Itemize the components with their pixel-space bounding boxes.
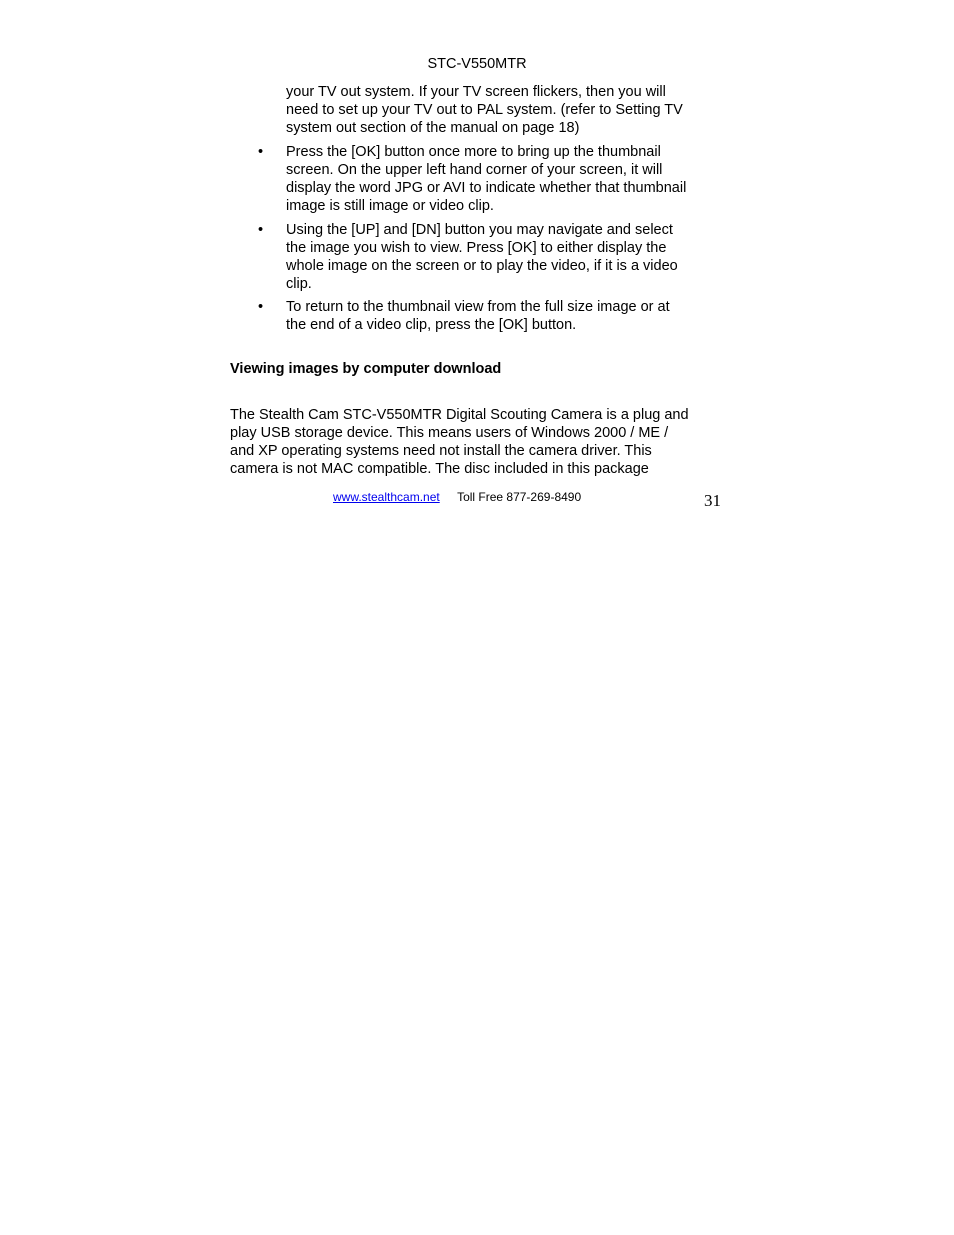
text-line: whole image on the screen or to play the video, if it is a video (286, 257, 678, 274)
text-line: image is still image or video clip. (286, 198, 494, 214)
text-line: clip. (286, 275, 312, 292)
text-line: camera is not MAC compatible. The disc included in this package (230, 461, 649, 477)
text-line: the end of a video clip, press the [OK] button. (286, 317, 577, 333)
text-line: To return to the thumbnail view from the full size image or at (286, 299, 670, 315)
text-line: your TV out system. If your TV screen flickers, then you will (286, 84, 666, 100)
text-line: display the word JPG or AVI to indicate whether that thumbnail (286, 180, 687, 196)
page-footer (333, 490, 581, 505)
section-paragraph (230, 406, 730, 478)
toll-free-number: Toll Free 877-269-8490 (457, 490, 582, 504)
text-line: The Stealth Cam STC-V550MTR Digital Scouting Camera is a plug and (230, 407, 689, 423)
text-line: screen. On the upper left hand corner of your screen, it will (286, 162, 663, 178)
text-line: play USB storage device. This means users of Windows 2000 / ME / (230, 425, 669, 441)
page-header (0, 55, 954, 73)
document-model-title: STC-V550MTR (427, 56, 527, 72)
instruction-list (258, 143, 728, 340)
continuation-paragraph (286, 83, 726, 137)
list-item (258, 221, 728, 293)
bullet-icon: • (258, 144, 264, 160)
text-line: system out section of the manual on page 18) (286, 120, 580, 136)
website-link[interactable]: www.stealthcam.net (333, 490, 440, 504)
text-line: the image you wish to view. Press [OK] to either display the (286, 239, 667, 256)
section-heading: Viewing images by computer download (230, 361, 502, 377)
page-number: 31 (704, 491, 721, 510)
text-line: Press the [OK] button once more to bring up the thumbnail (286, 144, 661, 160)
list-item (258, 143, 728, 215)
bullet-icon: • (258, 299, 264, 315)
text-line: Using the [UP] and [DN] button you may navigate and select (286, 221, 673, 238)
bullet-icon: • (258, 221, 264, 238)
text-line: need to set up your TV out to PAL system. (refer to Setting TV (286, 102, 683, 118)
text-line: and XP operating systems need not install the camera driver. This (230, 443, 652, 459)
list-item (258, 298, 728, 334)
